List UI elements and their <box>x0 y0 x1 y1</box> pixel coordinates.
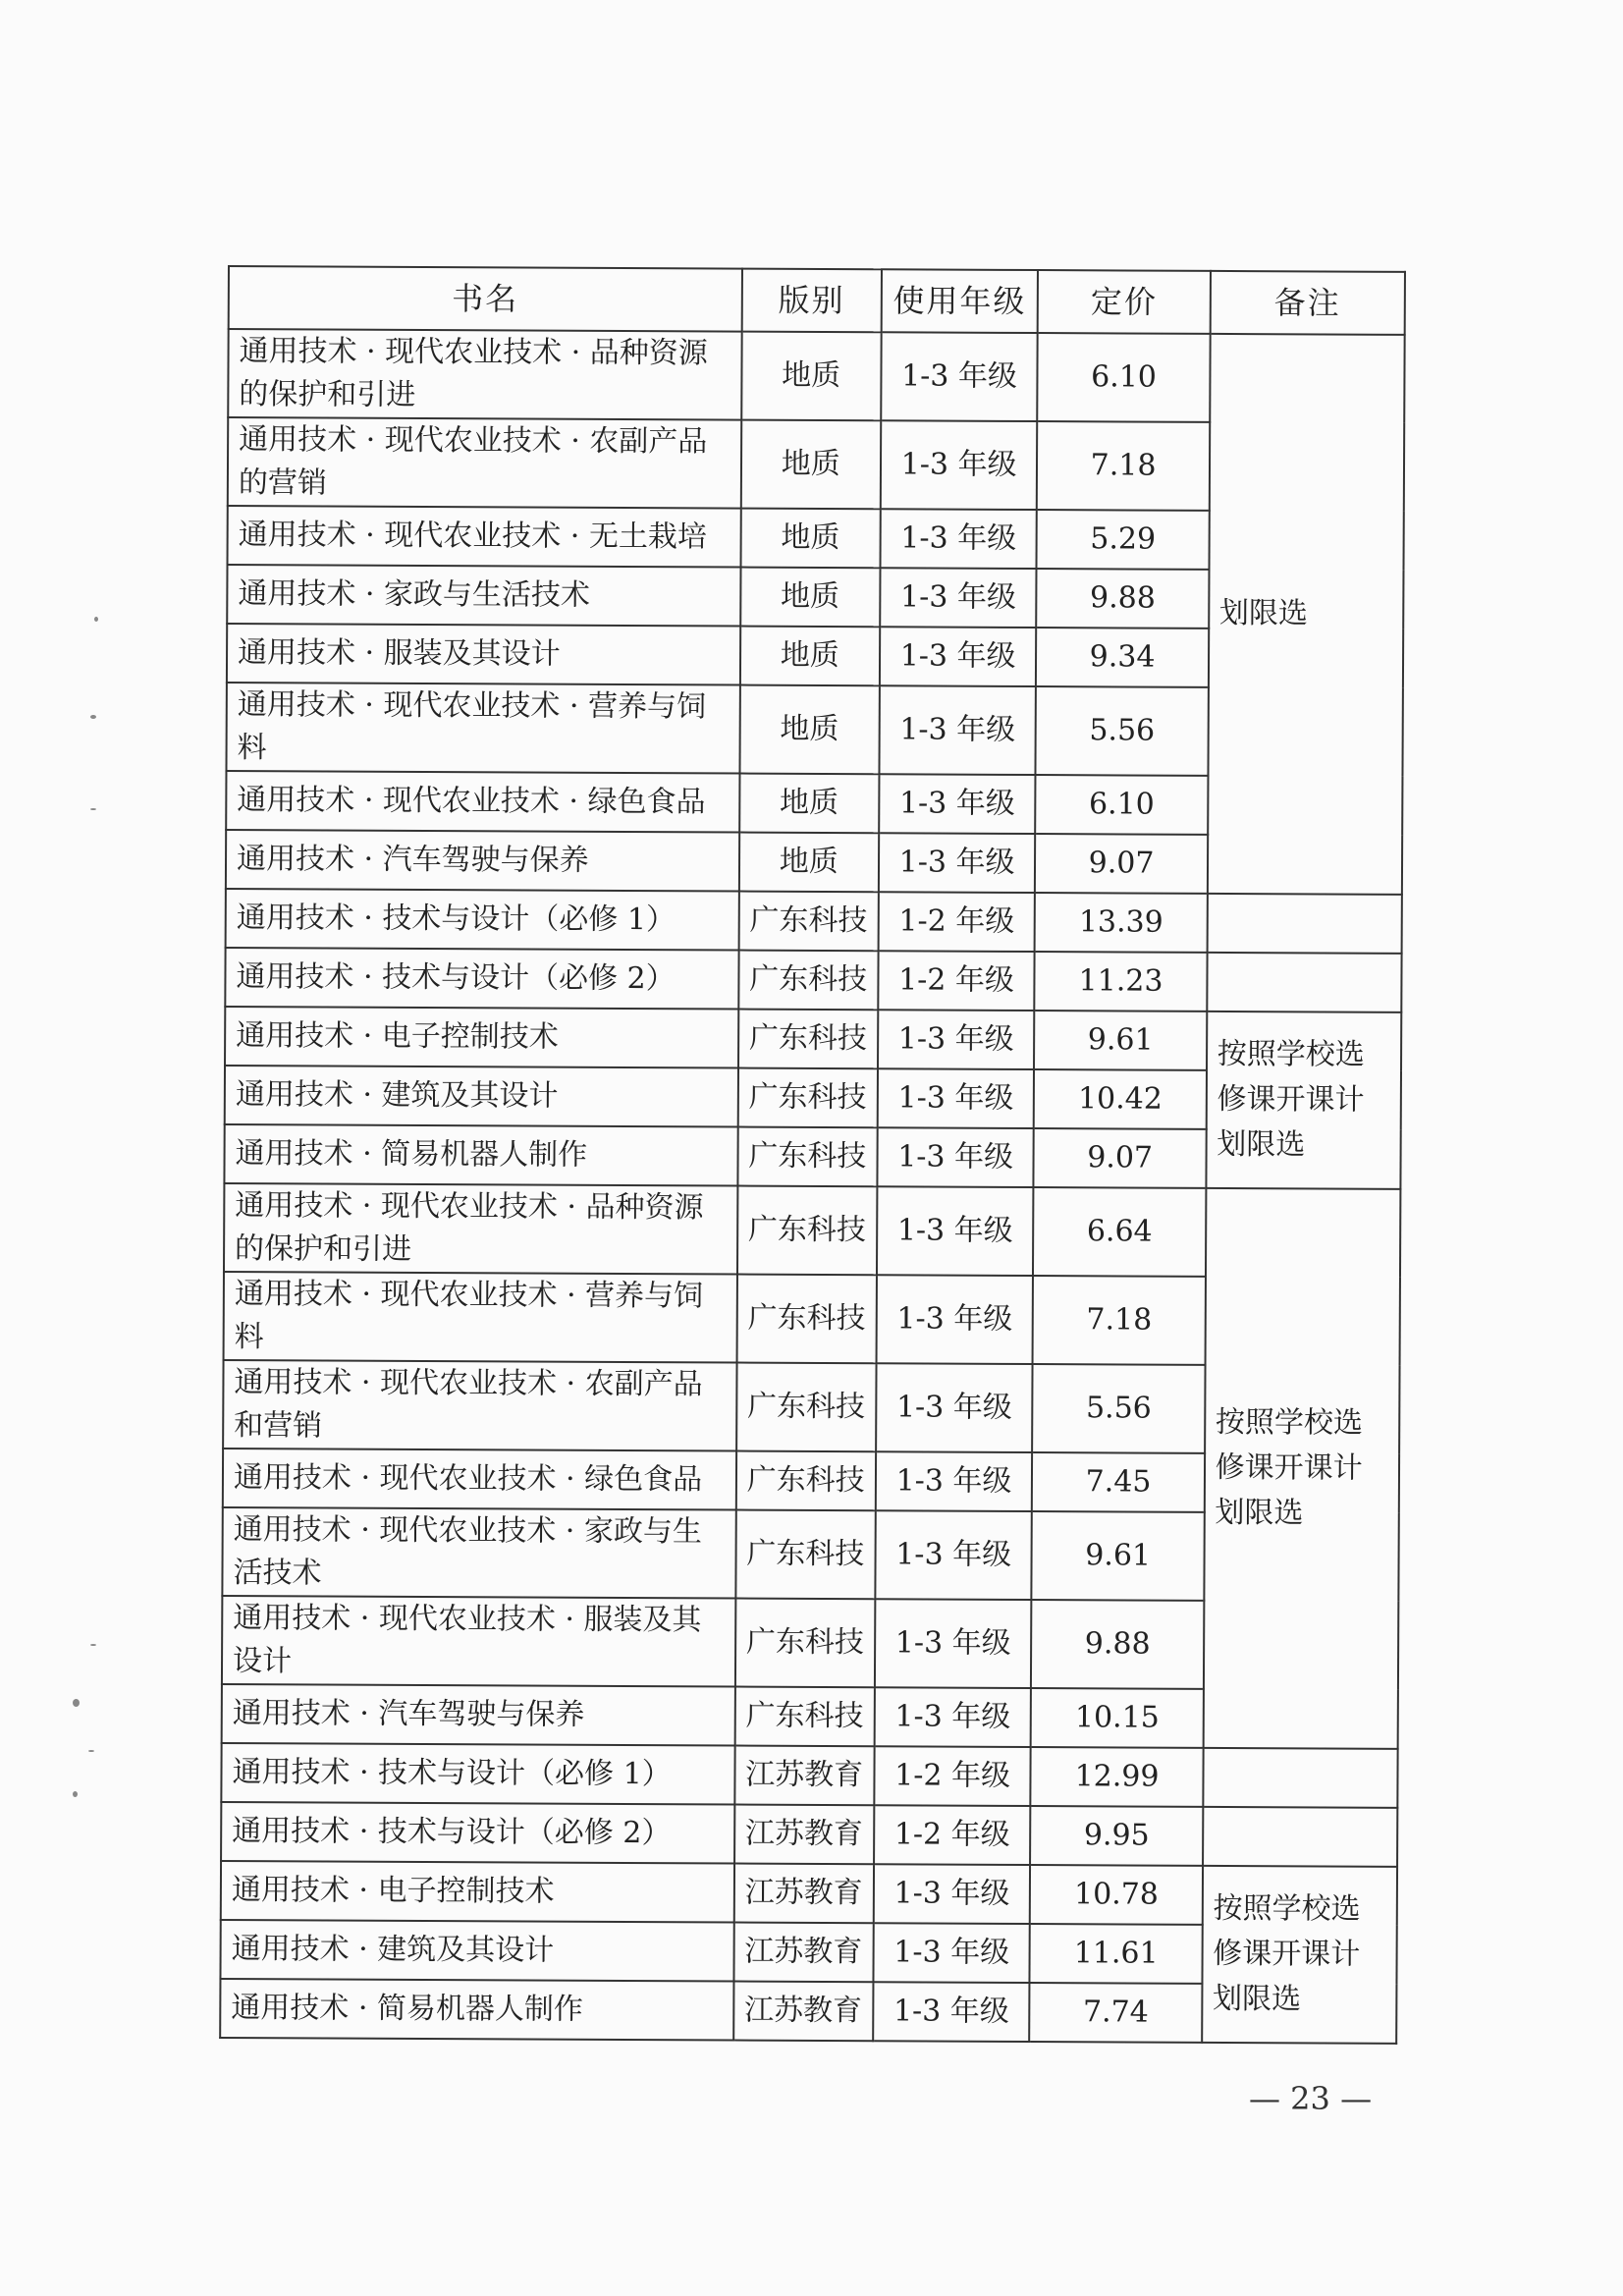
price-cell: 10.78 <box>1030 1865 1202 1925</box>
book-name-cell: 通用技术 · 简易机器人制作 <box>224 1124 737 1186</box>
grade-cell: 1-3 年级 <box>878 1010 1035 1069</box>
header-book-name: 书名 <box>229 266 742 332</box>
grade-cell: 1-3 年级 <box>875 1510 1032 1600</box>
price-cell: 9.07 <box>1035 834 1207 894</box>
grade-cell: 1-3 年级 <box>879 833 1036 893</box>
book-name-cell: 通用技术 · 技术与设计（必修 2） <box>221 1802 734 1864</box>
price-cell: 7.45 <box>1032 1452 1204 1512</box>
edition-cell: 地质 <box>739 685 879 775</box>
grade-cell: 1-3 年级 <box>881 420 1038 510</box>
table-row <box>225 1007 1401 1071</box>
header-grade: 使用年级 <box>881 269 1038 333</box>
price-cell: 5.56 <box>1036 686 1209 776</box>
edition-cell: 广东科技 <box>736 1275 876 1364</box>
price-cell: 9.88 <box>1031 1600 1204 1689</box>
book-name-cell: 通用技术 · 现代农业技术 · 营养与饲料 <box>224 1272 737 1363</box>
book-name-cell: 通用技术 · 电子控制技术 <box>225 1007 738 1068</box>
grade-cell: 1-3 年级 <box>880 627 1037 686</box>
edition-cell: 地质 <box>739 833 879 893</box>
edition-cell: 广东科技 <box>738 1010 878 1069</box>
book-name-cell: 通用技术 · 汽车驾驶与保养 <box>226 830 739 892</box>
price-cell: 9.34 <box>1036 628 1208 687</box>
price-cell: 7.18 <box>1033 1276 1206 1365</box>
note-cell-empty <box>1207 894 1402 954</box>
edition-cell: 江苏教育 <box>734 1746 874 1806</box>
grade-cell: 1-3 年级 <box>877 1068 1034 1128</box>
grade-cell: 1-3 年级 <box>879 774 1036 834</box>
grade-cell: 1-2 年级 <box>878 892 1035 952</box>
price-cell: 6.10 <box>1036 775 1208 835</box>
scan-speck <box>90 1644 96 1646</box>
book-name-cell: 通用技术 · 电子控制技术 <box>221 1861 734 1923</box>
grade-cell: 1-3 年级 <box>873 1923 1030 1983</box>
book-name-cell: 通用技术 · 技术与设计（必修 1） <box>226 889 739 951</box>
book-name-cell: 通用技术 · 现代农业技术 · 农副产品的营销 <box>228 417 741 509</box>
book-name-cell: 通用技术 · 现代农业技术 · 无土栽培 <box>228 506 741 568</box>
table-row <box>226 889 1402 954</box>
table-header-row <box>229 266 1405 335</box>
scan-speck <box>73 1699 80 1707</box>
note-cell <box>1202 1866 1397 2044</box>
edition-cell: 广东科技 <box>737 1127 877 1187</box>
table-row <box>221 1861 1397 1926</box>
edition-cell: 地质 <box>741 332 881 421</box>
edition-cell: 广东科技 <box>737 1186 877 1276</box>
book-name-cell: 通用技术 · 现代农业技术 · 营养与饲料 <box>226 683 739 774</box>
edition-cell: 地质 <box>739 774 879 834</box>
page-number: — 23 — <box>1249 2080 1373 2117</box>
book-name-cell: 通用技术 · 简易机器人制作 <box>220 1979 733 2041</box>
book-name-cell: 通用技术 · 家政与生活技术 <box>227 565 740 627</box>
note-cell-empty <box>1203 1807 1398 1867</box>
scan-speck <box>94 617 98 622</box>
grade-cell: 1-2 年级 <box>874 1746 1031 1806</box>
grade-cell: 1-3 年级 <box>875 1599 1032 1688</box>
scan-speck <box>88 1750 94 1752</box>
grade-cell: 1-3 年级 <box>876 1275 1033 1364</box>
table-row <box>228 329 1404 423</box>
price-cell: 11.23 <box>1035 952 1207 1011</box>
book-name-cell: 通用技术 · 现代农业技术 · 绿色食品 <box>226 771 739 833</box>
table-row <box>225 948 1401 1012</box>
grade-cell: 1-3 年级 <box>877 1127 1034 1187</box>
note-line: 划限选 <box>1212 1981 1302 2017</box>
price-cell: 5.29 <box>1037 510 1209 570</box>
book-name-cell: 通用技术 · 技术与设计（必修 2） <box>225 948 738 1010</box>
edition-cell: 地质 <box>740 509 880 569</box>
scan-speck <box>90 715 96 719</box>
grade-cell: 1-3 年级 <box>876 1451 1033 1511</box>
price-cell: 6.10 <box>1038 333 1211 422</box>
grade-cell: 1-2 年级 <box>878 951 1035 1011</box>
note-line: 按照学校选 <box>1217 1036 1365 1072</box>
note-cell <box>1208 334 1405 895</box>
header-note: 备注 <box>1210 271 1405 335</box>
edition-cell: 广东科技 <box>735 1510 875 1600</box>
price-cell: 9.61 <box>1032 1511 1205 1601</box>
price-cell: 11.61 <box>1030 1924 1202 1984</box>
edition-cell: 广东科技 <box>738 892 878 952</box>
table-row <box>221 1743 1397 1808</box>
book-name-cell: 通用技术 · 建筑及其设计 <box>225 1066 738 1127</box>
price-cell: 9.95 <box>1031 1806 1203 1866</box>
price-cell: 5.56 <box>1033 1364 1206 1453</box>
edition-cell: 广东科技 <box>734 1687 874 1747</box>
edition-cell: 广东科技 <box>736 1363 876 1452</box>
note-line: 修课开课计 <box>1213 1936 1361 1972</box>
price-cell: 13.39 <box>1035 893 1207 953</box>
grade-cell: 1-3 年级 <box>877 1186 1034 1276</box>
book-name-cell: 通用技术 · 建筑及其设计 <box>220 1920 733 1982</box>
book-name-cell: 通用技术 · 现代农业技术 · 品种资源的保护和引进 <box>228 329 741 420</box>
price-cell: 10.42 <box>1034 1069 1206 1129</box>
book-name-cell: 通用技术 · 服装及其设计 <box>227 624 740 685</box>
note-line: 划限选 <box>1215 1495 1304 1531</box>
note-line: 划限选 <box>1217 1126 1306 1163</box>
table-row <box>221 1802 1397 1867</box>
note-cell-empty <box>1203 1748 1398 1808</box>
edition-cell: 地质 <box>740 627 880 686</box>
price-cell: 9.61 <box>1034 1011 1206 1070</box>
header-price: 定价 <box>1038 270 1210 334</box>
edition-cell: 地质 <box>741 420 881 510</box>
grade-cell: 1-2 年级 <box>874 1805 1031 1865</box>
book-name-cell: 通用技术 · 现代农业技术 · 绿色食品 <box>223 1449 736 1510</box>
edition-cell: 广东科技 <box>737 1068 877 1128</box>
grade-cell: 1-3 年级 <box>880 509 1037 569</box>
edition-cell: 江苏教育 <box>733 1982 873 2042</box>
grade-cell: 1-3 年级 <box>880 568 1037 628</box>
book-name-cell: 通用技术 · 现代农业技术 · 品种资源的保护和引进 <box>224 1183 737 1275</box>
price-cell: 10.15 <box>1031 1688 1203 1748</box>
price-cell: 9.88 <box>1037 569 1209 629</box>
price-cell: 6.64 <box>1033 1187 1206 1277</box>
table-row <box>224 1183 1400 1278</box>
header-edition: 版别 <box>741 269 881 333</box>
scan-speck <box>73 1791 78 1797</box>
edition-cell: 广东科技 <box>738 951 878 1011</box>
edition-cell: 江苏教育 <box>733 1864 873 1924</box>
book-name-cell: 通用技术 · 汽车驾驶与保养 <box>222 1684 735 1746</box>
price-cell: 7.18 <box>1037 421 1210 511</box>
grade-cell: 1-3 年级 <box>873 1982 1030 2042</box>
price-cell: 7.74 <box>1030 1983 1202 2043</box>
note-line: 修课开课计 <box>1217 1081 1365 1118</box>
grade-cell: 1-3 年级 <box>876 1363 1033 1452</box>
note-line: 按照学校选 <box>1213 1890 1361 1927</box>
book-name-cell: 通用技术 · 技术与设计（必修 1） <box>221 1743 734 1805</box>
edition-cell: 广东科技 <box>735 1599 875 1688</box>
grade-cell: 1-3 年级 <box>874 1687 1031 1747</box>
note-line: 修课开课计 <box>1215 1449 1363 1486</box>
note-cell-empty <box>1207 953 1402 1012</box>
price-cell: 9.07 <box>1034 1128 1206 1188</box>
edition-cell: 江苏教育 <box>734 1805 874 1865</box>
grade-cell: 1-3 年级 <box>881 332 1038 421</box>
note-cell <box>1203 1188 1400 1749</box>
price-cell: 12.99 <box>1031 1747 1203 1807</box>
grade-cell: 1-3 年级 <box>873 1864 1030 1924</box>
scan-speck <box>90 808 96 810</box>
note-cell <box>1206 1011 1401 1189</box>
book-name-cell: 通用技术 · 现代农业技术 · 家政与生活技术 <box>222 1507 735 1599</box>
edition-cell: 广东科技 <box>736 1451 876 1511</box>
book-name-cell: 通用技术 · 现代农业技术 · 服装及其设计 <box>222 1596 735 1687</box>
note-line: 划限选 <box>1218 595 1309 631</box>
edition-cell: 地质 <box>740 568 880 628</box>
note-line: 按照学校选 <box>1215 1404 1364 1441</box>
textbook-price-table <box>219 265 1406 2045</box>
book-name-cell: 通用技术 · 现代农业技术 · 农副产品和营销 <box>223 1360 736 1451</box>
grade-cell: 1-3 年级 <box>879 685 1036 775</box>
edition-cell: 江苏教育 <box>733 1923 873 1983</box>
